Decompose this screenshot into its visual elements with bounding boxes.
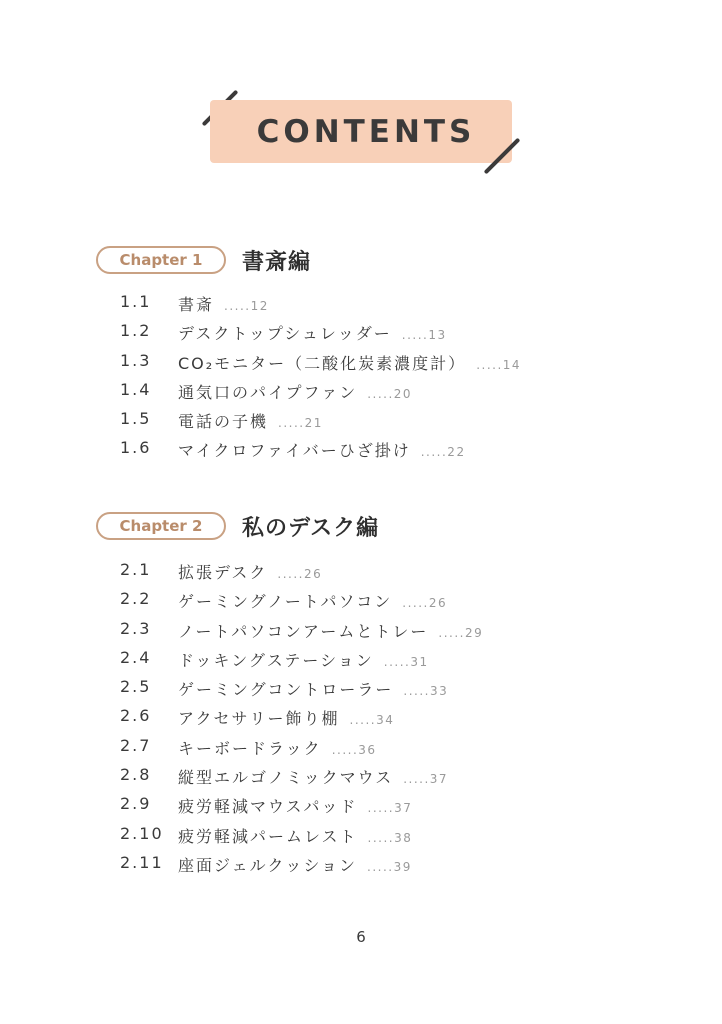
toc-item[interactable] [96, 794, 413, 823]
toc-item-number: 2.3 [120, 618, 152, 638]
toc-item-title: ノートパソコンアームとトレー [178, 621, 429, 641]
toc-item[interactable] [96, 321, 447, 350]
toc-item-page: .....38 [367, 830, 413, 845]
toc-item-title-group [178, 351, 521, 374]
toc-item-title-group [178, 736, 377, 759]
toc-item-page: .....20 [367, 386, 413, 401]
toc-item-page: .....12 [224, 299, 269, 313]
toc-item-title: 座面ジェルクッション [178, 855, 358, 875]
toc-item-page: .....37 [367, 801, 413, 816]
toc-item-title-group [178, 380, 412, 403]
toc-item-title-group [178, 560, 322, 583]
toc-item-page: .....34 [349, 713, 395, 728]
toc-item-title-group [178, 677, 448, 700]
toc-item-page: .....33 [403, 684, 449, 699]
toc-item-title: ゲーミングノートパソコン [178, 592, 393, 612]
toc-item-page: .....36 [331, 742, 377, 757]
toc-item[interactable] [96, 409, 323, 438]
contents-header [196, 88, 526, 180]
toc-item[interactable] [96, 292, 311, 321]
toc-item-number: 2.2 [120, 589, 152, 609]
toc-item-title-group [178, 853, 412, 876]
chapter-1-section [96, 243, 522, 468]
toc-item-title: アクセサリー飾り棚 [178, 709, 340, 729]
toc-item-title-group [178, 794, 412, 817]
toc-item-title-group [178, 438, 466, 461]
toc-item-title: キーボードラック [178, 738, 322, 758]
toc-item-page: .....29 [438, 625, 484, 640]
toc-item-number: 1.2 [120, 321, 152, 341]
toc-item-title: 通気口のパイプファン [178, 382, 358, 402]
toc-item-title-group [178, 589, 447, 612]
toc-item-title: 疲労軽減マウスパッド [178, 797, 358, 817]
toc-item-number: 2.10 [120, 823, 164, 843]
toc-item-number: 1.1 [120, 292, 152, 311]
toc-item-title-group [178, 292, 269, 315]
toc-item-title: 書斎 [178, 295, 215, 314]
toc-item-page: .....39 [367, 859, 412, 874]
page-number: 6 [356, 928, 366, 946]
chapter-item-list [96, 560, 484, 882]
toc-item[interactable] [96, 379, 413, 409]
toc-item-title-group [178, 619, 483, 642]
toc-item-title: 疲労軽減パームレスト [178, 826, 358, 846]
toc-item-page: .....21 [278, 416, 323, 431]
toc-item-page: .....22 [420, 445, 466, 460]
toc-item[interactable] [96, 736, 379, 765]
toc-item-number: 2.6 [120, 706, 152, 726]
toc-item-page: .....31 [383, 654, 429, 669]
toc-item[interactable] [96, 647, 429, 677]
toc-item-title: ゲーミングコントローラー [178, 680, 394, 700]
chapter-heading [96, 243, 311, 277]
toc-item[interactable] [96, 706, 395, 735]
toc-item-page: .....13 [401, 328, 447, 343]
chapter-label-pill: Chapter 2 [96, 512, 226, 540]
toc-item-title: 電話の子機 [178, 412, 269, 432]
toc-item-page: .....37 [403, 772, 449, 787]
contents-title-box [210, 100, 512, 163]
toc-item-number: 1.5 [120, 409, 152, 429]
toc-item-title-group [178, 648, 429, 671]
toc-item-number: 2.11 [120, 852, 164, 872]
toc-item-number: 2.8 [120, 765, 152, 785]
toc-item-title-group [178, 706, 394, 729]
toc-item[interactable] [96, 852, 412, 882]
toc-item-title-group [178, 765, 448, 788]
toc-item-title: デスクトップシュレッダー [178, 324, 392, 344]
toc-item-title-group [178, 409, 323, 432]
toc-item[interactable] [96, 765, 449, 794]
toc-item[interactable] [96, 560, 379, 589]
chapter-2-section [96, 509, 484, 882]
chapter-item-list [96, 292, 522, 468]
chapter-title: 書斎編 [242, 249, 312, 275]
toc-item-page: .....26 [277, 567, 323, 581]
chapter-heading [96, 509, 379, 543]
contents-title: CONTENTS [256, 113, 476, 150]
toc-item-title: 縦型エルゴノミックマウス [178, 768, 394, 788]
chapter-title: 私のデスク編 [242, 515, 380, 541]
toc-item-title: 拡張デスク [178, 563, 268, 582]
toc-item-number: 1.4 [120, 379, 152, 399]
toc-item[interactable] [96, 438, 466, 467]
toc-item-page: .....14 [476, 357, 522, 372]
toc-item[interactable] [96, 589, 448, 618]
chapter-label-pill: Chapter 1 [96, 246, 226, 274]
toc-item-number: 2.9 [120, 794, 152, 814]
toc-item[interactable] [96, 677, 449, 706]
toc-item-title-group [178, 824, 412, 847]
toc-item-number: 1.6 [120, 438, 152, 458]
toc-item-number: 1.3 [120, 350, 152, 370]
toc-item[interactable] [96, 823, 413, 853]
toc-item-title: CO₂モニター（二酸化炭素濃度計） [178, 353, 467, 373]
toc-item-title: マイクロファイバーひざ掛け [178, 441, 411, 461]
toc-item-number: 2.7 [120, 735, 152, 755]
toc-item[interactable] [96, 350, 522, 380]
toc-item[interactable] [96, 618, 484, 648]
toc-item-page: .....26 [402, 596, 448, 611]
toc-item-number: 2.1 [120, 560, 152, 579]
toc-item-number: 2.5 [120, 677, 152, 697]
toc-item-title-group [178, 321, 447, 344]
toc-item-number: 2.4 [120, 647, 152, 667]
toc-item-title: ドッキングステーション [178, 650, 374, 670]
